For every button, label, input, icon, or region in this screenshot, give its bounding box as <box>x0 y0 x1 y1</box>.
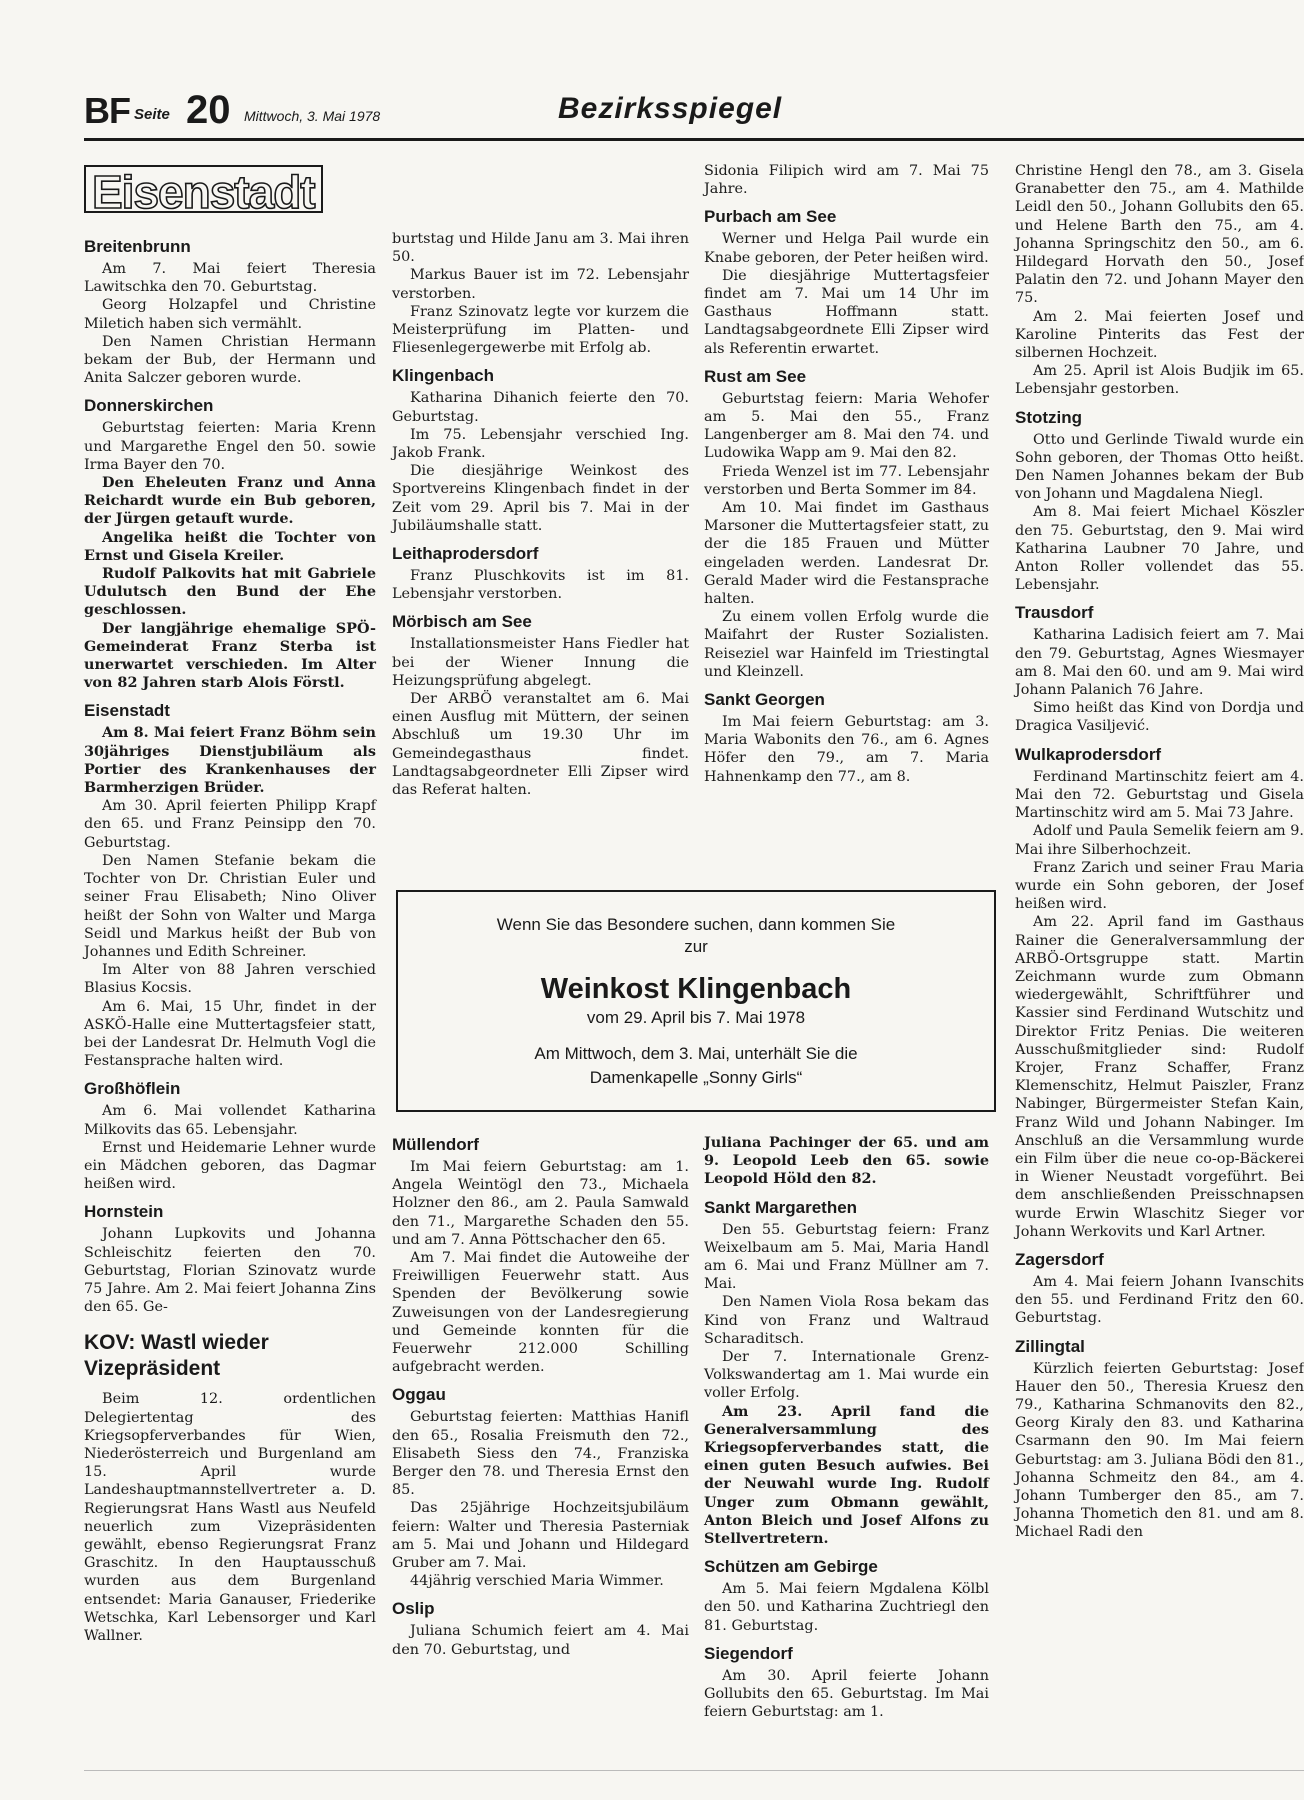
paragraph: Der ARBÖ veranstaltet am 6. Mai einen Ausflug mit Müttern, der seinen Abschluß um 19.30 Uhr im Gemeindegasthaus findet. Landtagsabgeordneter Elli Zipser wird das Referat halten. <box>392 691 689 799</box>
paragraph: Juliana Pachinger der 65. und am 9. Leopold Leeb den 65. sowie Leopold Höld den 82. <box>704 1134 989 1188</box>
heading-rust: Rust am See <box>704 366 807 386</box>
paragraph: Am 25. April ist Alois Budjik im 65. Lebensjahr gestorben. <box>1015 363 1304 398</box>
paragraph: Ernst und Heidemarie Lehner wurde ein Mädchen geboren, das Dagmar heißen wird. <box>84 1139 376 1193</box>
heading-zillingtal: Zillingtal <box>1015 1336 1085 1356</box>
paragraph: Rudolf Palkovits hat mit Gabriele Udulutsch den Bund der Ehe geschlossen. <box>84 565 376 619</box>
heading-oslip: Oslip <box>392 1599 435 1619</box>
heading-hornstein: Hornstein <box>84 1202 164 1222</box>
paragraph: Katharina Ladisich feiert am 7. Mai den 79. Geburtstag, Agnes Wiesmayer am 8. Mai den 60. und am 9. Mai wird Johann Palanich 76 Jahre. <box>1015 627 1304 699</box>
paragraph: Ferdinand Martinschitz feiert am 4. Mai den 72. Geburtstag und Gisela Martinschitz wird am 5. Mai 73 Jahre. <box>1015 768 1304 822</box>
masthead-logo: BF <box>84 90 130 131</box>
paragraph: Den 55. Geburtstag feiern: Franz Weixelbaum am 5. Mai, Maria Handl am 6. Mai und Franz Müllner am 7. Mai. <box>704 1221 989 1293</box>
paragraph: Werner und Helga Pail wurde ein Knabe geboren, der Peter heißen wird. <box>704 231 989 266</box>
section-title: Bezirksspiegel <box>558 92 783 125</box>
heading-siegendorf: Siegendorf <box>704 1643 793 1663</box>
paragraph: Frieda Wenzel ist im 77. Lebensjahr verstorben und Berta Sommer im 84. <box>704 463 989 498</box>
paragraph: Adolf und Paula Semelik feiern am 9. Mai ihre Silberhochzeit. <box>1015 823 1304 858</box>
heading-schuetzen: Schützen am Gebirge <box>704 1557 878 1577</box>
paragraph: Am 8. Mai feiert Franz Böhm sein 30jähriges Dienstjubiläum als Portier des Krankenhauses der Barmherzigen Brüder. <box>84 724 376 797</box>
heading-muellendorf: Müllendorf <box>392 1135 479 1154</box>
paragraph: Am 6. Mai vollendet Katharina Milkovits das 65. Lebensjahr. <box>84 1103 376 1138</box>
ad-line: Wenn Sie das Besondere suchen, dann kommen Sie <box>496 915 896 934</box>
headline-kov: KOV: Wastl wieder Vizepräsident <box>84 1331 269 1381</box>
column-2-bottom <box>392 1134 689 1659</box>
heading-moerbisch: Mörbisch am See <box>392 612 532 632</box>
paragraph: Am 7. Mai feiert Theresia Lawitschka den 70. Geburtstag. <box>84 261 376 296</box>
paragraph: Das 25jährige Hochzeitsjubiläum feiern: Walter und Theresia Pasterniak am 5. Mai und Johann und Hildegard Gruber am 7. Mai. <box>392 1500 689 1572</box>
paragraph: Sidonia Filipich wird am 7. Mai 75 Jahre. <box>704 163 989 198</box>
paragraph: Geburtstag feiern: Maria Wehofer am 5. Mai den 55., Franz Langenberger am 8. Mai den 74. und Ludowika Wapp am 9. Mai den 82. <box>704 390 989 462</box>
paragraph: Otto und Gerlinde Tiwald wurde ein Sohn geboren, der Thomas Otto heißt. Den Namen Johannes bekam der Bub von Johann und Magdalena Niegl. <box>1015 431 1304 503</box>
region-title: Eisenstadt <box>84 165 323 213</box>
ad-dates: vom 29. April bis 7. Mai 1978 <box>586 1008 806 1027</box>
paragraph: Den Eheleuten Franz und Anna Reichardt wurde ein Bub geboren, der Jürgen getauft wurde. <box>84 474 376 528</box>
bottom-edge <box>84 1770 1304 1771</box>
paragraph: Installationsmeister Hans Fiedler hat bei der Wiener Innung die Heizungsprüfung abgelegt. <box>392 636 689 689</box>
column-3 <box>704 162 989 786</box>
paragraph: Markus Bauer ist im 72. Lebensjahr verstorben. <box>392 267 689 302</box>
paragraph: Den Namen Christian Hermann bekam der Bub, der Hermann und Anita Salczer geboren wurde. <box>84 333 376 387</box>
paragraph: Juliana Schumich feiert am 4. Mai den 70. Geburtstag, und <box>392 1623 689 1658</box>
paragraph: Geburtstag feierten: Matthias Hanifl den 65., Rosalia Freismuth den 72., Elisabeth Siess den 74., Franziska Berger den 78. und Theresia Ernst den 85. <box>392 1409 689 1499</box>
issue-date: Mittwoch, 3. Mai 1978 <box>244 108 381 124</box>
paragraph: Georg Holzapfel und Christine Miletich haben sich vermählt. <box>84 297 376 332</box>
heading-eisenstadt: Eisenstadt <box>84 701 170 721</box>
paragraph: Die diesjährige Weinkost des Sportvereins Klingenbach findet in der Zeit vom 29. April bis 7. Mai in der Jubiläumshalle statt. <box>392 463 689 534</box>
paragraph: 44jährig verschied Maria Wimmer. <box>410 1573 664 1590</box>
heading-purbach: Purbach am See <box>704 207 837 227</box>
paragraph: Franz Zarich und seiner Frau Maria wurde ein Sohn geboren, der Josef heißen wird. <box>1015 859 1304 913</box>
paragraph: Am 4. Mai feiern Johann Ivanschits den 55. und Ferdinand Fritz den 60. Geburtstag. <box>1015 1273 1304 1327</box>
paragraph: Geburtstag feierten: Maria Krenn und Margarethe Engel den 50. sowie Irma Bayer den 70. <box>84 420 376 473</box>
paragraph: Die diesjährige Muttertagsfeier findet am 7. Mai um 14 Uhr im Gasthaus Hoffmann statt. Landtagsabgeordnete Elli Zipser wird als Referentin erwartet. <box>704 267 989 357</box>
paragraph: Im Alter von 88 Jahren verschied Blasius Kocsis. <box>84 962 376 997</box>
heading-grosshoeflein: Großhöflein <box>84 1079 181 1099</box>
heading-wulkaprodersdorf: Wulkaprodersdorf <box>1015 744 1162 764</box>
paragraph: Franz Szinovatz legte vor kurzem die Meisterprüfung im Platten- und Fliesenlegergewerbe mit Erfolg ab. <box>392 303 689 357</box>
paragraph: Katharina Dihanich feierte den 70. Geburtstag. <box>392 390 689 425</box>
column-1 <box>84 232 376 1645</box>
ad-line: Am Mittwoch, dem 3. Mai, unterhält Sie die <box>534 1044 858 1063</box>
paragraph: Johann Lupkovits und Johanna Schleischitz feierten den 70. Geburtstag, Florian Szinovatz wurde 75 Jahre. Am 2. Mai feiert Johanna Zins den 65. Ge- <box>84 1226 376 1316</box>
paragraph: Den Namen Viola Rosa bekam das Kind von Franz und Waltraud Scharaditsch. <box>704 1294 989 1347</box>
ad-line: Damenkapelle „Sonny Girls“ <box>589 1068 803 1087</box>
paragraph: Zu einem vollen Erfolg wurde die Maifahrt der Ruster Sozialisten. Reiseziel war Hainfeld im Triestingtal und Kleinzell. <box>704 609 989 680</box>
page-header <box>84 90 1304 134</box>
heading-oggau: Oggau <box>392 1385 446 1405</box>
column-3-bottom <box>704 1134 989 1721</box>
ad-line: zur <box>684 937 708 956</box>
paragraph: Am 30. April feierte Johann Gollubits den 65. Geburtstag. Im Mai feiern Geburtstag: am 1. <box>704 1667 989 1721</box>
column-4 <box>1015 162 1304 1542</box>
column-2 <box>392 230 689 799</box>
paragraph: burtstag und Hilde Janu am 3. Mai ihren 50. <box>392 231 689 266</box>
paragraph: Der langjährige ehemalige SPÖ-Gemeinderat Franz Sterba ist unerwartet verschieden. Im Alter von 82 Jahren starb Alois Förstl. <box>84 619 376 692</box>
paragraph: Am 30. April feierten Philipp Krapf den 65. und Franz Peinsipp den 70. Geburtstag. <box>84 798 376 851</box>
paragraph: Am 6. Mai, 15 Uhr, findet in der ASKÖ-Halle eine Muttertagsfeier statt, bei der Landesrat Dr. Helmuth Vogl die Festansprache halten wird. <box>84 998 376 1070</box>
heading-donnerskirchen: Donnerskirchen <box>84 396 214 416</box>
paragraph: Am 2. Mai feierten Josef und Karoline Pinterits das Fest der silbernen Hochzeit. <box>1015 308 1304 362</box>
heading-sankt-georgen: Sankt Georgen <box>704 690 825 710</box>
paragraph: Im 75. Lebensjahr verschied Ing. Jakob Frank. <box>392 426 689 462</box>
advertisement-box <box>396 890 996 1112</box>
paragraph: Franz Pluschkovits ist im 81. Lebensjahr verstorben. <box>392 568 689 603</box>
paragraph: Angelika heißt die Tochter von Ernst und Gisela Kreiler. <box>84 528 376 564</box>
paragraph: Am 10. Mai findet im Gasthaus Marsoner die Muttertagsfeier statt, zu der die 185 Frauen und Mütter eingeladen werden. Landesrat Dr. Gerald Mader wird die Festansprache halten. <box>704 500 989 608</box>
paragraph: Kürzlich feierten Geburtstag: Josef Hauer den 50., Theresia Kruesz den 79., Katharina Schmanovits den 82., Georg Kiraly den 83. und Katharina Csarmann den 90. Im Mai feiern Geburtstag: am 3. Juliana Bödi den 81., Johanna Schmeitz den 84., am 4. Johann Tumberger den 85., am 7. Johanna Thometich den 81. und am 8. Michael Radi den <box>1015 1360 1304 1541</box>
paragraph: Im Mai feiern Geburtstag: am 1. Angela Weintögl den 73., Michaela Holzner den 86., am 2. Paula Samwald den 71., Margarethe Schaden den 55. und am 7. Anna Pöttschacher den 65. <box>392 1159 689 1248</box>
ad-title: Weinkost Klingenbach <box>540 973 852 1005</box>
heading-sankt-margarethen: Sankt Margarethen <box>704 1197 858 1217</box>
heading-leithaprodersdorf: Leithaprodersdorf <box>392 544 539 564</box>
heading-breitenbrunn: Breitenbrunn <box>84 237 191 256</box>
paragraph: Christine Hengl den 78., am 3. Gisela Granabetter den 75., am 4. Mathilde Leidl den 50., Johann Gollubits den 65. und Helene Barth den 75., am 4. Johanna Springschitz den 50., am 6. Hildegard Horvath den 50., Josef Palatin den 72. und Johann Mayer den 75. <box>1015 163 1304 307</box>
paragraph: Im Mai feiern Geburtstag: am 3. Maria Wabonits den 76., am 6. Agnes Höfer den 79., am 7. Maria Hahnenkamp den 77., am 8. <box>704 714 989 785</box>
paragraph: Am 23. April fand die Generalversammlung des Kriegsopferverbandes statt, die einen guten Besuch aufwies. Bei der Neuwahl wurde Ing. Rudolf Unger zum Obmann gewählt, Anton Bleich und Josef Alfons zu Stellvertretern. <box>704 1402 989 1548</box>
heading-klingenbach: Klingenbach <box>392 366 495 386</box>
page-number: 20 <box>186 88 231 132</box>
heading-trausdorf: Trausdorf <box>1015 603 1094 623</box>
heading-stotzing: Stotzing <box>1015 407 1083 427</box>
paragraph: Am 22. April fand im Gasthaus Rainer die Generalversammlung der ARBÖ-Ortsgruppe statt. Martin Zeichmann wurde zum Obmann wiedergewählt, Schriftführer und Kassier sind Ferdinand Wutschitz und Direktor Fritz Penias. Die weiteren Ausschußmitglieder sind: Rudolf Krojer, Franz Schaffer, Franz Klemenschitz, Helmut Paiszler, Franz Nabinger, Bürgermeister Stefan Kain, Franz Wild und Johann Nabinger. Im Anschluß an die Versammlung wurde ein Film über die neue co-op-Bäckerei in Wiener Neustadt vorgeführt. Bei dem anschließenden Preisschnapsen wurde Erwin Wlaschitz Sieger vor Johann Werkovits und Karl Artner. <box>1015 914 1304 1240</box>
paragraph: Beim 12. ordentlichen Delegiertentag des Kriegsopferverbandes für Wien, Niederösterreich und Burgenland am 15. April wurde Landeshauptmannstellvertreter a. D. Regierungsrat Hans Wastl aus Neufeld neuerlich zum Vizepräsidenten gewählt, ebenso Regierungsrat Franz Graschitz. In den Hauptausschuß wurden aus dem Burgenland entsendet: Maria Ganauser, Friederike Wetschka, Karl Lebensorger und Karl Wallner. <box>84 1391 376 1644</box>
header-rule <box>84 138 1304 141</box>
paragraph: Der 7. Internationale Grenz-Volkswandertag am 1. Mai wurde ein voller Erfolg. <box>704 1349 989 1402</box>
heading-zagersdorf: Zagersdorf <box>1015 1249 1104 1269</box>
paragraph: Simo heißt das Kind von Dordja und Dragica Vasiljević. <box>1015 700 1304 735</box>
paragraph: Am 5. Mai feiern Mgdalena Kölbl den 50. und Katharina Zuchtriegl den 81. Geburtstag. <box>704 1581 989 1634</box>
seite-label: Seite <box>134 106 170 123</box>
paragraph: Am 8. Mai feiert Michael Köszler den 75. Geburtstag, den 9. Mai wird Katharina Laubner 70 Jahre, und Anton Roller vollendet das 55. Lebensjahr. <box>1015 504 1304 594</box>
paragraph: Den Namen Stefanie bekam die Tochter von Dr. Christian Euler und seiner Frau Elisabeth; Nino Oliver heißt der Sohn von Walter und Marga Seidl und Markus heißt der Bub von Johannes und Edith Schreiner. <box>84 852 376 960</box>
paragraph: Am 7. Mai findet die Autoweihe der Freiwilligen Feuerwehr statt. Aus Spenden der Bevölkerung sowie Zuweisungen von der Landesregierung und Gemeinde konnten für die Feuerwehr 212.000 Schilling aufgebracht werden. <box>392 1250 689 1376</box>
